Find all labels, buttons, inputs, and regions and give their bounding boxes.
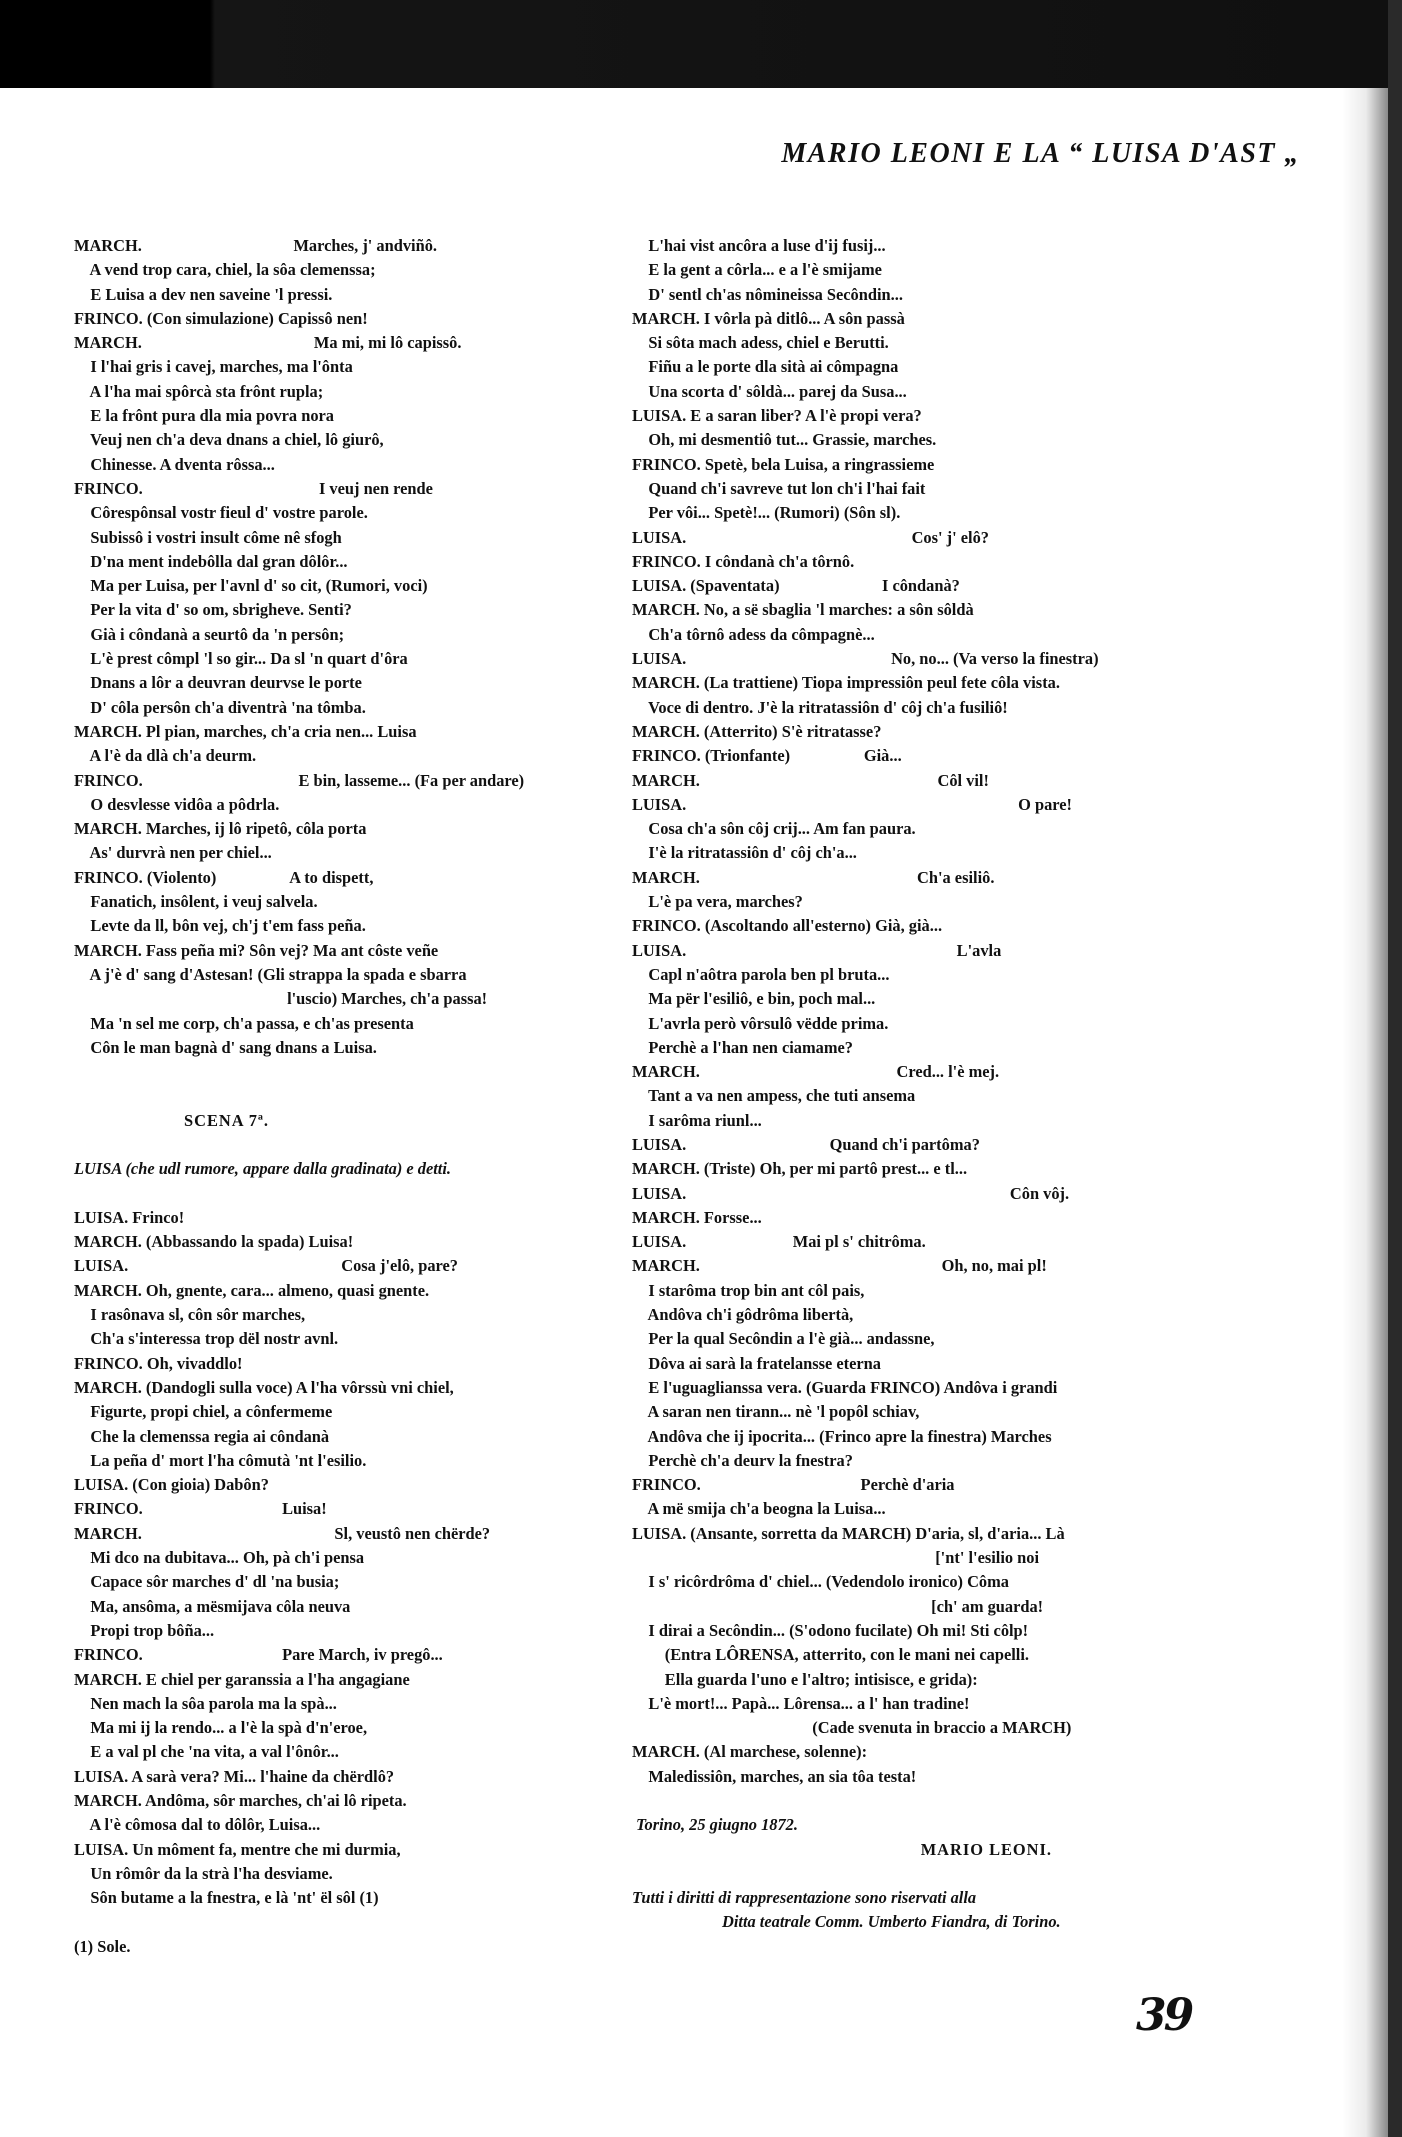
verse-line: FRINCO. Perchè d'aria: [632, 1475, 955, 1495]
verse-line: E l'uguaglianssa vera. (Guarda FRINCO) Andôva i grandi: [632, 1377, 1058, 1397]
verse-line: L'è mort!... Papà... Lôrensa... a l' han tradine!: [632, 1693, 970, 1713]
right-column-text: [632, 234, 1192, 1789]
verse-line: LUISA. Un môment fa, mentre che mi durmia,: [74, 1839, 401, 1859]
verse-line: LUISA. E a saran liber? A l'è propi vera?: [632, 406, 922, 426]
verse-line: L'è prest cômpl 'l so gir... Da sl 'n quart d'ôra: [74, 649, 408, 669]
verse-line: MARCH. Oh, gnente, cara... almeno, quasi gnente.: [74, 1280, 430, 1300]
left-column: [74, 234, 604, 1959]
verse-line: LUISA. Cos' j' elô?: [632, 527, 989, 547]
verse-line: E la gent a côrla... e a l'è smijame: [632, 260, 882, 280]
verse-line: MARCH. Ma mi, mi lô capissô.: [74, 333, 462, 353]
verse-line: Maledissiôn, marches, an sia tôa testa!: [632, 1766, 917, 1786]
verse-line: MARCH. Cred... l'è mej.: [632, 1062, 1000, 1082]
verse-line: I starôma trop bin ant côl pais,: [632, 1280, 865, 1300]
author-signature: MARIO LEONI.: [920, 1839, 1052, 1859]
left-column-text-1: [74, 234, 604, 1060]
verse-line: MARCH. (Abbassando la spada) Luisa!: [74, 1232, 354, 1252]
verse-line: LUISA. Frinco!: [74, 1207, 185, 1227]
verse-line: MARCH. (Al marchese, solenne):: [632, 1742, 868, 1762]
verse-line: A vend trop cara, chiel, la sôa clemenssa;: [74, 260, 376, 280]
verse-line: Côn le man bagnà d' sang dnans a Luisa.: [74, 1037, 377, 1057]
verse-line: Ella guarda l'uno e l'altro; intisisce, e grida):: [632, 1669, 978, 1689]
verse-line: Côrespônsal vostr fieul d' vostre parole.: [74, 503, 368, 523]
verse-line: MARCH. (Triste) Oh, per mi partô prest... e tl...: [632, 1159, 968, 1179]
verse-line: A l'è da dlà ch'a deurm.: [74, 746, 257, 766]
verse-line: I dirai a Secôndin... (S'odono fucilate) Oh mi! Sti côlp!: [632, 1620, 1029, 1640]
verse-line: Perchè ch'a deurv la fnestra?: [632, 1450, 853, 1470]
verse-line: Una scorta d' sôldà... parej da Susa...: [632, 381, 907, 401]
verse-line: MARCH. (Atterrito) S'è ritratasse?: [632, 721, 882, 741]
verse-line: Un rômôr da la strà l'ha desviame.: [74, 1863, 333, 1883]
verse-line: A l'ha mai spôrcà sta frônt rupla;: [74, 381, 324, 401]
verse-line: FRINCO. (Violento) A to dispett,: [74, 867, 374, 887]
verse-line: Subissô i vostri insult côme nê sfogh: [74, 527, 342, 547]
page-number: 39: [1136, 1990, 1192, 2041]
verse-line: MARCH. Fass peña mi? Sôn vej? Ma ant côste veñe: [74, 940, 439, 960]
verse-line: MARCH. Pl pian, marches, ch'a cria nen... Luisa: [74, 721, 417, 741]
verse-line: LUISA. O pare!: [632, 794, 1072, 814]
verse-line: MARCH. Oh, no, mai pl!: [632, 1256, 1047, 1276]
scene-title: SCENA 7ª.: [184, 1110, 269, 1130]
verse-line: Già i côndanà a seurtô da 'n persôn;: [74, 624, 345, 644]
verse-line: As' durvrà nen per chiel...: [74, 843, 272, 863]
scene-direction: LUISA (che udl rumore, appare dalla gradinata) e detti.: [74, 1159, 452, 1179]
verse-line: Fiñu a le porte dla sità ai cômpagna: [632, 357, 899, 377]
verse-line: l'uscio) Marches, ch'a passa!: [74, 989, 488, 1009]
verse-line: ['nt' l'esilio noi: [632, 1548, 1040, 1568]
verse-line: A l'è cômosa dal to dôlôr, Luisa...: [74, 1815, 321, 1835]
verse-line: L'hai vist ancôra a luse d'ij fusij...: [632, 236, 886, 255]
verse-line: D'na ment indebôlla dal gran dôlôr...: [74, 551, 348, 571]
verse-line: O desvlesse vidôa a pôdrla.: [74, 794, 280, 814]
verse-line: LUISA. Côn vôj.: [632, 1183, 1070, 1203]
verse-line: FRINCO. Spetè, bela Luisa, a ringrassieme: [632, 454, 935, 474]
verse-line: Andôva che ij ipocrita... (Frinco apre la finestra) Marches: [632, 1426, 1052, 1446]
verse-line: Perchè a l'han nen ciamame?: [632, 1037, 853, 1057]
verse-line: I l'hai gris i cavej, marches, ma l'ônta: [74, 357, 353, 377]
verse-line: FRINCO. Oh, vivaddlo!: [74, 1353, 243, 1373]
verse-line: I sarôma riunl...: [632, 1110, 762, 1130]
footnote: (1) Sole.: [74, 1936, 131, 1956]
verse-line: LUISA. (Spaventata) I côndanà?: [632, 576, 960, 596]
verse-line: Quand ch'i savreve tut lon ch'i l'hai fait: [632, 478, 926, 498]
running-head: MARIO LEONI E LA “ LUISA D'AST „: [781, 138, 1300, 169]
verse-line: Andôva ch'i gôdrôma libertà,: [632, 1305, 854, 1325]
verse-line: Nen mach la sôa parola ma la spà...: [74, 1693, 337, 1713]
verse-line: FRINCO. Pare March, iv pregô...: [74, 1645, 443, 1665]
verse-line: Figurte, propi chiel, a cônfermeme: [74, 1402, 333, 1422]
verse-line: Levte da ll, bôn vej, ch'j t'em fass peña.: [74, 916, 366, 936]
verse-line: LUISA. Cosa j'elô, pare?: [74, 1256, 458, 1276]
verse-line: Ma, ansôma, a mësmijava côla neuva: [74, 1596, 351, 1616]
verse-line: MARCH. Côl vil!: [632, 770, 989, 790]
right-column: [632, 234, 1192, 1935]
verse-line: La peña d' mort l'ha cômutà 'nt l'esilio.: [74, 1450, 367, 1470]
place-date: Torino, 25 giugno 1872.: [636, 1815, 798, 1835]
verse-line: Capl n'aôtra parola ben pl bruta...: [632, 964, 890, 984]
verse-line: D' sentl ch'as nômineissa Secôndin...: [632, 284, 903, 304]
verse-line: FRINCO. (Ascoltando all'esterno) Già, già...: [632, 916, 943, 936]
verse-line: Sôn butame a la fnestra, e là 'nt' ël sôl (1): [74, 1888, 379, 1908]
verse-line: MARCH. Sl, veustô nen chërde?: [74, 1523, 491, 1543]
verse-line: L'è pa vera, marches?: [632, 892, 803, 912]
verse-line: MARCH. Marches, j' andviñô.: [74, 236, 438, 255]
verse-line: Per vôi... Spetè!... (Rumori) (Sôn sl).: [632, 503, 901, 523]
verse-line: LUISA. Quand ch'i partôma?: [632, 1134, 980, 1154]
verse-line: Ma për l'esiliô, e bin, poch mal...: [632, 989, 876, 1009]
verse-line: Dnans a lôr a deuvran deurvse le porte: [74, 673, 362, 693]
verse-line: E Luisa a dev nen saveine 'l pressi.: [74, 284, 333, 304]
verse-line: Tant a va nen ampess, che tuti ansema: [632, 1086, 916, 1106]
verse-line: I rasônava sl, côn sôr marches,: [74, 1305, 306, 1325]
rights-notice-line-2: Ditta teatrale Comm. Umberto Fiandra, di Torino.: [722, 1912, 1061, 1932]
verse-line: Capace sôr marches d' dl 'na busia;: [74, 1572, 340, 1592]
verse-line: MARCH. Marches, ij lô ripetô, côla porta: [74, 819, 367, 839]
verse-line: Ch'a s'interessa trop dël nostr avnl.: [74, 1329, 339, 1349]
verse-line: I'è la ritratassiôn d' côj ch'a...: [632, 843, 857, 863]
verse-line: Fanatich, insôlent, i veuj salvela.: [74, 892, 318, 912]
verse-line: FRINCO. E bin, lasseme... (Fa per andare): [74, 770, 525, 790]
verse-line: L'avrla però vôrsulô vëdde prima.: [632, 1013, 889, 1033]
verse-line: (Entra LÔRENSA, atterrito, con le mani nei capelli.: [632, 1645, 1029, 1665]
verse-line: MARCH. (Dandogli sulla voce) A l'ha vôrssù vni chiel,: [74, 1377, 454, 1397]
verse-line: (Cade svenuta in braccio a MARCH): [632, 1718, 1072, 1738]
verse-line: FRINCO. (Trionfante) Già...: [632, 746, 902, 766]
verse-line: Chinesse. A dventa rôssa...: [74, 454, 275, 474]
verse-line: MARCH. E chiel per garanssia a l'ha angagiane: [74, 1669, 410, 1689]
verse-line: [ch' am guarda!: [632, 1596, 1044, 1616]
verse-line: MARCH. I vôrla pà ditlô... A sôn passà: [632, 308, 905, 328]
verse-line: Ma mi ij la rendo... a l'è la spà d'n'eroe,: [74, 1718, 368, 1738]
verse-line: Veuj nen ch'a deva dnans a chiel, lô giurô,: [74, 430, 384, 450]
verse-line: MARCH. Andôma, sôr marches, ch'ai lô ripeta.: [74, 1791, 407, 1810]
verse-line: E a val pl che 'na vita, a val l'ônôr...: [74, 1742, 339, 1762]
verse-line: MARCH. (La trattiene) Tiopa impressiôn peul fete côla vista.: [632, 673, 1060, 693]
verse-line: Oh, mi desmentiô tut... Grassie, marches.: [632, 430, 937, 450]
verse-line: Propi trop bôña...: [74, 1620, 215, 1640]
verse-line: LUISA. (Con gioia) Dabôn?: [74, 1475, 269, 1495]
scan-top-black-band: [0, 0, 1402, 88]
verse-line: LUISA. Mai pl s' chitrôma.: [632, 1232, 926, 1252]
verse-line: FRINCO. I côndanà ch'a tôrnô.: [632, 551, 855, 571]
verse-line: Per la vita d' so om, sbrigheve. Senti?: [74, 600, 352, 620]
verse-line: Ch'a tôrnô adess da cômpagnè...: [632, 624, 875, 644]
verse-line: LUISA. No, no... (Va verso la finestra): [632, 649, 1099, 669]
verse-line: MARCH. Forsse...: [632, 1207, 762, 1227]
rights-notice-line-1: Tutti i diritti di rappresentazione sono riservati alla: [632, 1888, 977, 1908]
verse-line: Mi dco na dubitava... Oh, pà ch'i pensa: [74, 1548, 365, 1568]
verse-line: FRINCO. (Con simulazione) Capissô nen!: [74, 308, 368, 328]
verse-line: Ma 'n sel me corp, ch'a passa, e ch'as presenta: [74, 1013, 414, 1033]
verse-line: FRINCO. Luisa!: [74, 1499, 327, 1519]
verse-line: LUISA. (Ansante, sorretta da MARCH) D'aria, sl, d'aria... Là: [632, 1523, 1065, 1543]
verse-line: Che la clemenssa regia ai côndanà: [74, 1426, 330, 1446]
verse-line: A j'è d' sang d'Astesan! (Gli strappa la spada e sbarra: [74, 964, 467, 984]
verse-line: Ma per Luisa, per l'avnl d' so cit, (Rumori, voci): [74, 576, 428, 596]
left-column-text-2: [74, 1206, 604, 1911]
verse-line: FRINCO. I veuj nen rende: [74, 478, 433, 498]
verse-line: Per la qual Secôndin a l'è già... andassne,: [632, 1329, 935, 1349]
verse-line: A më smija ch'a beogna la Luisa...: [632, 1499, 886, 1519]
verse-line: MARCH. No, a së sbaglia 'l marches: a sôn sôldà: [632, 600, 974, 620]
verse-line: Cosa ch'a sôn côj crij... Am fan paura.: [632, 819, 916, 839]
verse-line: LUISA. A sarà vera? Mi... l'haine da chërdlô?: [74, 1766, 395, 1786]
verse-line: D' côla persôn ch'a diventrà 'na tômba.: [74, 697, 366, 717]
verse-line: Voce di dentro. J'è la ritratassiôn d' côj ch'a fusiliô!: [632, 697, 1008, 717]
verse-line: MARCH. Ch'a esiliô.: [632, 867, 995, 887]
scan-right-edge: [1388, 0, 1402, 2137]
verse-line: E la frônt pura dla mia povra nora: [74, 406, 334, 426]
verse-line: LUISA. L'avla: [632, 940, 1002, 960]
verse-line: I s' ricôrdrôma d' chiel... (Vedendolo ironico) Côma: [632, 1572, 1009, 1592]
verse-line: Dôva ai sarà la fratelansse eterna: [632, 1353, 881, 1373]
verse-line: A saran nen tirann... nè 'l popôl schiav,: [632, 1402, 920, 1422]
verse-line: Si sôta mach adess, chiel e Berutti.: [632, 333, 889, 353]
